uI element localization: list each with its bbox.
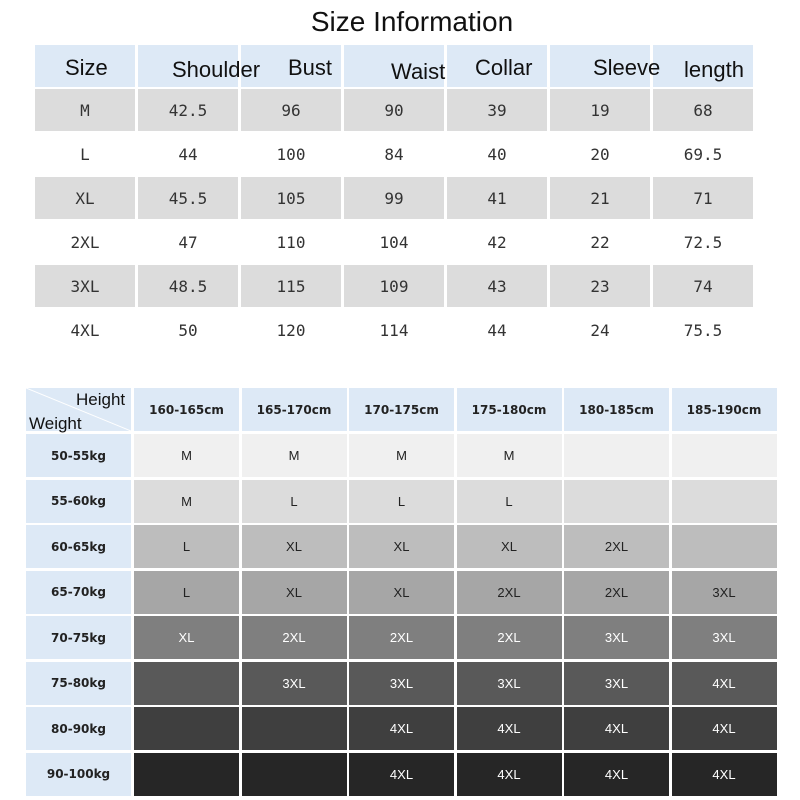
weight-row-header: 60-65kg bbox=[26, 525, 131, 568]
measurement-cell: 42.5 bbox=[138, 89, 238, 131]
measurement-cell: 20 bbox=[590, 144, 610, 164]
size-label-cell: M bbox=[35, 89, 135, 131]
measurement-cell: 120 bbox=[276, 320, 306, 340]
size-chart-cell: 3XL bbox=[672, 571, 777, 614]
measurement-cell: 75.5 bbox=[683, 320, 723, 340]
size-chart-cell: 2XL bbox=[564, 525, 669, 568]
height-column-header: 180-185cm bbox=[564, 388, 669, 431]
size-chart-cell: 3XL bbox=[457, 662, 562, 705]
weight-row-header: 65-70kg bbox=[26, 571, 131, 614]
size-chart-cell: 4XL bbox=[672, 753, 777, 796]
size-chart-cell: 3XL bbox=[349, 662, 454, 705]
measurement-cell: 96 bbox=[241, 89, 341, 131]
measurement-cell: 21 bbox=[550, 177, 650, 219]
size-chart-cell: M bbox=[349, 434, 454, 477]
size-chart-cell: 3XL bbox=[564, 662, 669, 705]
size-chart-cell: XL bbox=[242, 525, 347, 568]
measurement-cell: 68 bbox=[653, 89, 753, 131]
measurement-cell: 90 bbox=[344, 89, 444, 131]
weight-row-header: 55-60kg bbox=[26, 480, 131, 523]
size-chart-cell bbox=[134, 753, 239, 796]
height-column-header: 170-175cm bbox=[349, 388, 454, 431]
size-chart-cell: XL bbox=[242, 571, 347, 614]
measurement-cell: 109 bbox=[344, 265, 444, 307]
measurement-cell: 40 bbox=[487, 144, 507, 164]
size-table-header-label: Waist bbox=[391, 59, 446, 84]
size-chart-cell bbox=[242, 707, 347, 750]
size-chart-cell: 3XL bbox=[242, 662, 347, 705]
weight-row-header: 75-80kg bbox=[26, 662, 131, 705]
size-chart-cell: 2XL bbox=[242, 616, 347, 659]
measurement-cell: 74 bbox=[653, 265, 753, 307]
measurement-cell: 22 bbox=[590, 232, 610, 252]
size-chart-cell: L bbox=[134, 571, 239, 614]
size-chart-cell: M bbox=[457, 434, 562, 477]
weight-row-header: 70-75kg bbox=[26, 616, 131, 659]
measurement-cell: 114 bbox=[379, 320, 409, 340]
size-chart-cell bbox=[242, 753, 347, 796]
size-chart-cell: L bbox=[134, 525, 239, 568]
size-chart-cell bbox=[672, 525, 777, 568]
size-chart-cell: 4XL bbox=[672, 707, 777, 750]
size-chart-cell: 2XL bbox=[349, 616, 454, 659]
height-label: Height bbox=[76, 390, 126, 409]
weight-row-header: 90-100kg bbox=[26, 753, 131, 796]
size-chart-cell bbox=[134, 707, 239, 750]
size-chart-cell: XL bbox=[349, 571, 454, 614]
measurement-cell: 48.5 bbox=[138, 265, 238, 307]
size-table-header-label: Bust bbox=[288, 55, 333, 80]
measurement-cell: 71 bbox=[653, 177, 753, 219]
page-title: Size Information bbox=[310, 6, 514, 37]
size-chart-cell bbox=[134, 662, 239, 705]
height-column-header: 160-165cm bbox=[134, 388, 239, 431]
size-label-cell: 3XL bbox=[35, 265, 135, 307]
measurement-cell: 44 bbox=[487, 320, 507, 340]
size-chart-cell bbox=[672, 434, 777, 477]
size-label-cell: 2XL bbox=[70, 232, 100, 252]
size-chart-cell: 4XL bbox=[349, 707, 454, 750]
measurement-cell: 44 bbox=[178, 144, 198, 164]
measurement-cell: 69.5 bbox=[683, 144, 723, 164]
size-label-cell: L bbox=[80, 144, 90, 164]
measurement-cell: 105 bbox=[241, 177, 341, 219]
measurement-cell: 72.5 bbox=[683, 232, 723, 252]
size-label-cell: XL bbox=[35, 177, 135, 219]
weight-label: Weight bbox=[29, 414, 82, 433]
size-chart-cell: 2XL bbox=[564, 571, 669, 614]
size-chart-cell: 4XL bbox=[564, 707, 669, 750]
size-chart-cell: 3XL bbox=[672, 616, 777, 659]
measurement-cell: 39 bbox=[447, 89, 547, 131]
measurement-cell: 110 bbox=[276, 232, 306, 252]
measurement-cell: 47 bbox=[178, 232, 198, 252]
size-chart-cell: 2XL bbox=[457, 616, 562, 659]
measurement-cell: 24 bbox=[590, 320, 610, 340]
size-chart-cell: 4XL bbox=[457, 753, 562, 796]
measurement-cell: 84 bbox=[384, 144, 404, 164]
measurement-cell: 45.5 bbox=[138, 177, 238, 219]
measurement-cell: 104 bbox=[379, 232, 409, 252]
size-chart-cell bbox=[564, 434, 669, 477]
height-column-header: 165-170cm bbox=[242, 388, 347, 431]
size-table-header-label: length bbox=[684, 57, 744, 82]
measurement-cell: 50 bbox=[178, 320, 198, 340]
size-table-header-label: Collar bbox=[475, 55, 533, 80]
measurement-cell: 99 bbox=[344, 177, 444, 219]
size-chart-cell: XL bbox=[457, 525, 562, 568]
measurement-cell: 42 bbox=[487, 232, 507, 252]
size-chart-cell: L bbox=[349, 480, 454, 523]
size-chart-cell: L bbox=[242, 480, 347, 523]
size-chart-cell: 4XL bbox=[672, 662, 777, 705]
weight-row-header: 50-55kg bbox=[26, 434, 131, 477]
size-table-header-label: Sleeve bbox=[593, 55, 661, 80]
size-label-cell: 4XL bbox=[70, 320, 100, 340]
size-chart-cell: M bbox=[242, 434, 347, 477]
size-table-header-label: Size bbox=[65, 55, 108, 80]
size-chart-cell: 3XL bbox=[564, 616, 669, 659]
size-chart-cell: L bbox=[457, 480, 562, 523]
size-chart-cell: XL bbox=[349, 525, 454, 568]
size-chart-cell bbox=[672, 480, 777, 523]
height-column-header: 185-190cm bbox=[672, 388, 777, 431]
size-chart-cell: M bbox=[134, 434, 239, 477]
measurement-cell: 19 bbox=[550, 89, 650, 131]
size-chart-cell: 4XL bbox=[564, 753, 669, 796]
measurement-cell: 43 bbox=[447, 265, 547, 307]
corner-header bbox=[26, 388, 131, 431]
size-chart-cell: 4XL bbox=[349, 753, 454, 796]
measurement-cell: 23 bbox=[550, 265, 650, 307]
size-chart-cell: 2XL bbox=[457, 571, 562, 614]
size-chart-cell: XL bbox=[134, 616, 239, 659]
measurement-cell: 41 bbox=[447, 177, 547, 219]
measurement-cell: 100 bbox=[276, 144, 306, 164]
size-chart-cell: M bbox=[134, 480, 239, 523]
weight-row-header: 80-90kg bbox=[26, 707, 131, 750]
size-chart-cell bbox=[564, 480, 669, 523]
size-chart-cell: 4XL bbox=[457, 707, 562, 750]
size-table-header-label: Shoulder bbox=[172, 57, 261, 82]
height-column-header: 175-180cm bbox=[457, 388, 562, 431]
measurement-cell: 115 bbox=[241, 265, 341, 307]
